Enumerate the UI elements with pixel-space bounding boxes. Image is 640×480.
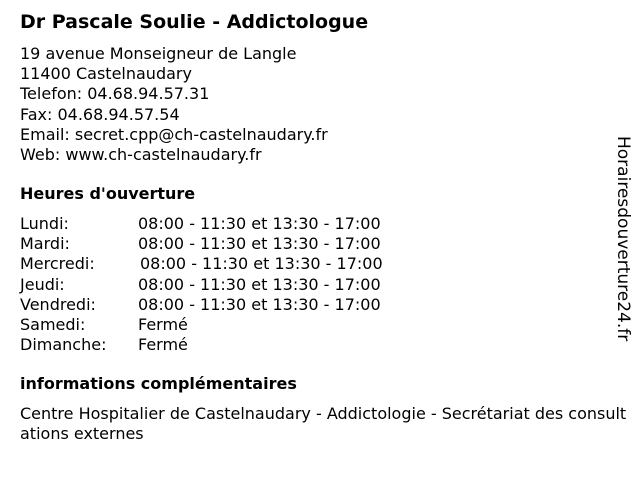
day-hours: 08:00 - 11:30 et 13:30 - 17:00 [138, 214, 381, 233]
day-hours: 08:00 - 11:30 et 13:30 - 17:00 [138, 294, 381, 314]
email-address: Email: secret.cpp@ch-castelnaudary.fr [20, 124, 328, 144]
day-label: Mercredi: [20, 254, 95, 274]
day-hours: 08:00 - 11:30 et 13:30 - 17:00 [138, 234, 381, 254]
website-address: Web: www.ch-castelnaudary.fr [20, 144, 262, 164]
day-hours: Fermé [138, 335, 188, 355]
day-label: Samedi: [20, 314, 86, 334]
day-hours: Fermé [138, 314, 188, 334]
day-hours: 08:00 - 11:30 et 13:30 - 17:00 [140, 254, 383, 274]
day-label: Vendredi: [20, 294, 96, 314]
day-label: Dimanche: [20, 335, 107, 355]
contact-block [20, 44, 328, 165]
site-watermark: Horairesdouverture24.fr [613, 136, 633, 342]
phone-number: Telefon: 04.68.94.57.31 [20, 84, 210, 104]
fax-number: Fax: 04.68.94.57.54 [20, 104, 180, 124]
day-label: Mardi: [20, 234, 70, 254]
additional-info-text: Centre Hospitalier de Castelnaudary - Addictologie - Secrétariat des consultations externes [20, 404, 627, 443]
opening-hours-heading: Heures d'ouverture [20, 184, 196, 203]
day-label: Jeudi: [20, 274, 65, 294]
additional-info-heading: informations complémentaires [20, 374, 297, 393]
day-label: Lundi: [20, 214, 69, 233]
address-city: 11400 Castelnaudary [20, 64, 192, 84]
page-title: Dr Pascale Soulie - Addictologue [20, 11, 369, 33]
address-street: 19 avenue Monseigneur de Langle [20, 44, 297, 63]
day-hours: 08:00 - 11:30 et 13:30 - 17:00 [138, 274, 381, 294]
